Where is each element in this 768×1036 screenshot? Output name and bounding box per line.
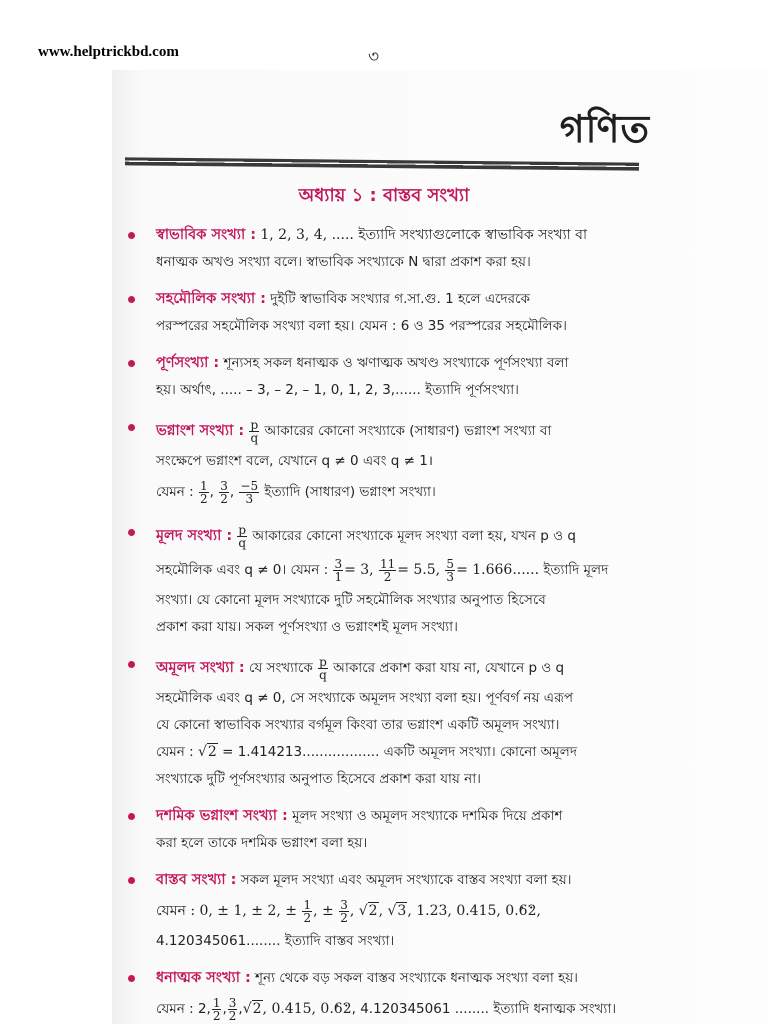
square-root-icon: √2 [358, 903, 378, 919]
definition-natural-numbers: স্বাভাবিক সংখ্যা : 1, 2, 3, 4, ..... ইত্যাদি সংখ্যাগুলোকে স্বাভাবিক সংখ্যা বা ধনাত্মক অখণ্ড সংখ্যা বলে। স্বাভাবিক সংখ্যাকে N দ্বারা প্রকাশ করা হয়। [128, 222, 648, 276]
definition-list [128, 222, 648, 1036]
term-label: অমূলদ সংখ্যা : [156, 660, 245, 676]
bullet-icon [128, 661, 135, 668]
repeating-digit: · 6 [334, 1001, 343, 1017]
term-label: স্বাভাবিক সংখ্যা : [156, 227, 257, 243]
term-label: মূলদ সংখ্যা : [156, 528, 233, 544]
fraction: $\frac{3}{2}$ [228, 995, 237, 1023]
square-root-icon: √2 [197, 744, 217, 760]
bullet-icon [128, 877, 135, 884]
definition-decimal-fractions: দশমিক ভগ্নাংশ সংখ্যা : মূলদ সংখ্যা ও অমূলদ সংখ্যাকে দশমিক দিয়ে প্রকাশ করা হলে তাকে দশমিক ভগ্নাংশ বলা হয়। [128, 803, 648, 857]
fraction: $\frac{3}{1}$ [334, 556, 343, 584]
repeating-digit: · 2 [343, 1001, 352, 1017]
fraction-p-over-q: $\frac{p}{q}$ [250, 417, 259, 445]
real-examples: যেমন : 0, ± 1, ± 2, ± $\frac{1}{2}$ , ± $\frac{3}{2}$ , √2, √3, 1.23, 0.415, 0.· 6· 2, [156, 894, 648, 928]
bullet-icon [128, 813, 135, 820]
definition-positive-numbers: ধনাত্মক সংখ্যা : শূন্য থেকে বড় সকল বাস্তব সংখ্যাকে ধনাত্মক সংখ্যা বলা হয়। যেমন : 2, $\frac{1}{2}$ , $\frac{3}{2}$ ,√2, 0.415, 0.· 6· 2, 4.120345061 ........ ইত্যাদি ধনাত্মক সংখ্যা। [128, 965, 648, 1026]
definition-coprime-numbers: সহমৌলিক সংখ্যা : দুইটি স্বাভাবিক সংখ্যার গ.সা.গু. 1 হলে এদেরকে পরস্পরের সহমৌলিক সংখ্যা বলা হয়। যেমন : 6 ও 35 পরস্পরের সহমৌলিক। [128, 286, 648, 340]
bullet-icon [128, 232, 135, 239]
fraction-p-over-q: $\frac{p}{q}$ [238, 522, 247, 550]
fraction: $\frac{11}{2}$ [379, 556, 396, 584]
bullet-icon [128, 529, 135, 536]
definition-real-numbers: বাস্তব সংখ্যা : সকল মূলদ সংখ্যা এবং অমূলদ সংখ্যাকে বাস্তব সংখ্যা বলা হয়। যেমন : 0, ± 1, ± 2, ± $\frac{1}{2}$ , ± $\frac{3}{2}$ , √2, √3, 1.23, 0.415, 0.· 6· 2, 4.120345061........ ইত্যাদি বাস্তব সংখ্যা। [128, 867, 648, 955]
repeating-digit: · 2 [528, 903, 537, 919]
term-label: ভগ্নাংশ সংখ্যা : [156, 423, 245, 439]
fraction: $\frac{5}{3}$ [446, 556, 455, 584]
term-label: দশমিক ভগ্নাংশ সংখ্যা : [156, 808, 288, 824]
bullet-icon [128, 975, 135, 982]
subject-title: গণিত [559, 107, 650, 151]
fraction: $\frac{-5}{3}$ [240, 478, 259, 506]
fraction: $\frac{1}{2}$ [199, 478, 208, 506]
definition-rational-numbers: মূলদ সংখ্যা : $\frac{p}{q}$ আকারের কোনো সংখ্যাকে মূলদ সংখ্যা বলা হয়, যখন p ও q সহমৌলিক এবং q ≠ 0। যেমন : $\frac{3}{1}$ = 3, $\frac{11}{2}$ = 5.5, $\frac{5}{3}$ = 1.666...... ইত্যাদি মূলদ সংখ্যা। যে কোনো মূলদ সংখ্যাকে দুটি সহমৌলিক সংখ্যার অনুপাত হিসেবে প্রকাশ করা যায়। সকল পূর্ণসংখ্যা ও ভগ্নাংশই মূলদ সংখ্যা। [128, 519, 648, 641]
term-label: ধনাত্মক সংখ্যা : [156, 970, 251, 986]
chapter-title: অধ্যায় ১ : বাস্তব সংখ্যা [298, 185, 470, 206]
square-root-icon: √2 [242, 1001, 262, 1017]
fraction-p-over-q: $\frac{p}{q}$ [319, 654, 327, 682]
fraction: $\frac{3}{2}$ [340, 897, 348, 925]
rational-examples: সহমৌলিক এবং q ≠ 0। যেমন : $\frac{3}{1}$ = 3, $\frac{11}{2}$ = 5.5, $\frac{5}{3}$ = 1.666...... ইত্যাদি মূলদ [156, 556, 609, 584]
watermark-url: www.helptrickbd.com [38, 44, 179, 60]
positive-examples: যেমন : 2, $\frac{1}{2}$ , $\frac{3}{2}$ ,√2, 0.415, 0.· 6· 2, 4.120345061 ........ ইত্যাদি ধনাত্মক সংখ্যা। [156, 992, 648, 1026]
bullet-icon [128, 424, 135, 431]
term-label: পূর্ণসংখ্যা : [156, 355, 220, 371]
definition-integers: পূর্ণসংখ্যা : শূন্যসহ সকল ধনাত্মক ও ঋণাত্মক অখণ্ড সংখ্যাকে পূর্ণসংখ্যা বলা হয়। অর্থাৎ, ..... – 3, – 2, – 1, 0, 1, 2, 3,...... ইত্যাদি পূর্ণসংখ্যা। [128, 350, 648, 404]
bullet-icon [128, 296, 135, 303]
bullet-icon [128, 360, 135, 367]
fraction: $\frac{3}{2}$ [220, 478, 228, 506]
fraction-examples: যেমন : $\frac{1}{2}$ , $\frac{3}{2}$ , $\frac{-5}{3}$ ইত্যাদি (সাধারণ) ভগ্নাংশ সংখ্যা। [156, 478, 436, 506]
page-number: ৩ [368, 47, 380, 67]
fraction: $\frac{1}{2}$ [303, 897, 312, 925]
term-label: বাস্তব সংখ্যা : [156, 872, 237, 888]
definition-fractions: ভগ্নাংশ সংখ্যা : $\frac{p}{q}$ আকারের কোনো সংখ্যাকে (সাধারণ) ভগ্নাংশ সংখ্যা বা সংক্ষেপে ভগ্নাংশ বলে, যেখানে q ≠ 0 এবং q ≠ 1। যেমন : $\frac{1}{2}$ , $\frac{3}{2}$ , $\frac{-5}{3}$ ইত্যাদি (সাধারণ) ভগ্নাংশ সংখ্যা। [128, 414, 648, 509]
fraction: $\frac{1}{2}$ [212, 995, 221, 1023]
repeating-digit: · 6 [519, 903, 528, 919]
definition-irrational-numbers: অমূলদ সংখ্যা : যে সংখ্যাকে $\frac{p}{q}$ আকারে প্রকাশ করা যায় না, যেখানে p ও q সহমৌলিক এবং q ≠ 0, সে সংখ্যাকে অমূলদ সংখ্যা বলা হয়। পূর্ণবর্গ নয় এরূপ যে কোনো স্বাভাবিক সংখ্যার বর্গমূল কিংবা তার ভগ্নাংশ একটি অমূলদ সংখ্যা। যেমন : √2 = 1.414213.................. একটি অমূলদ সংখ্যা। কোনো অমূলদ সংখ্যাকে দুটি পূর্ণসংখ্যার অনুপাত হিসেবে প্রকাশ করা যায় না। [128, 651, 648, 793]
term-label: সহমৌলিক সংখ্যা : [156, 291, 266, 307]
square-root-icon: √3 [387, 903, 407, 919]
